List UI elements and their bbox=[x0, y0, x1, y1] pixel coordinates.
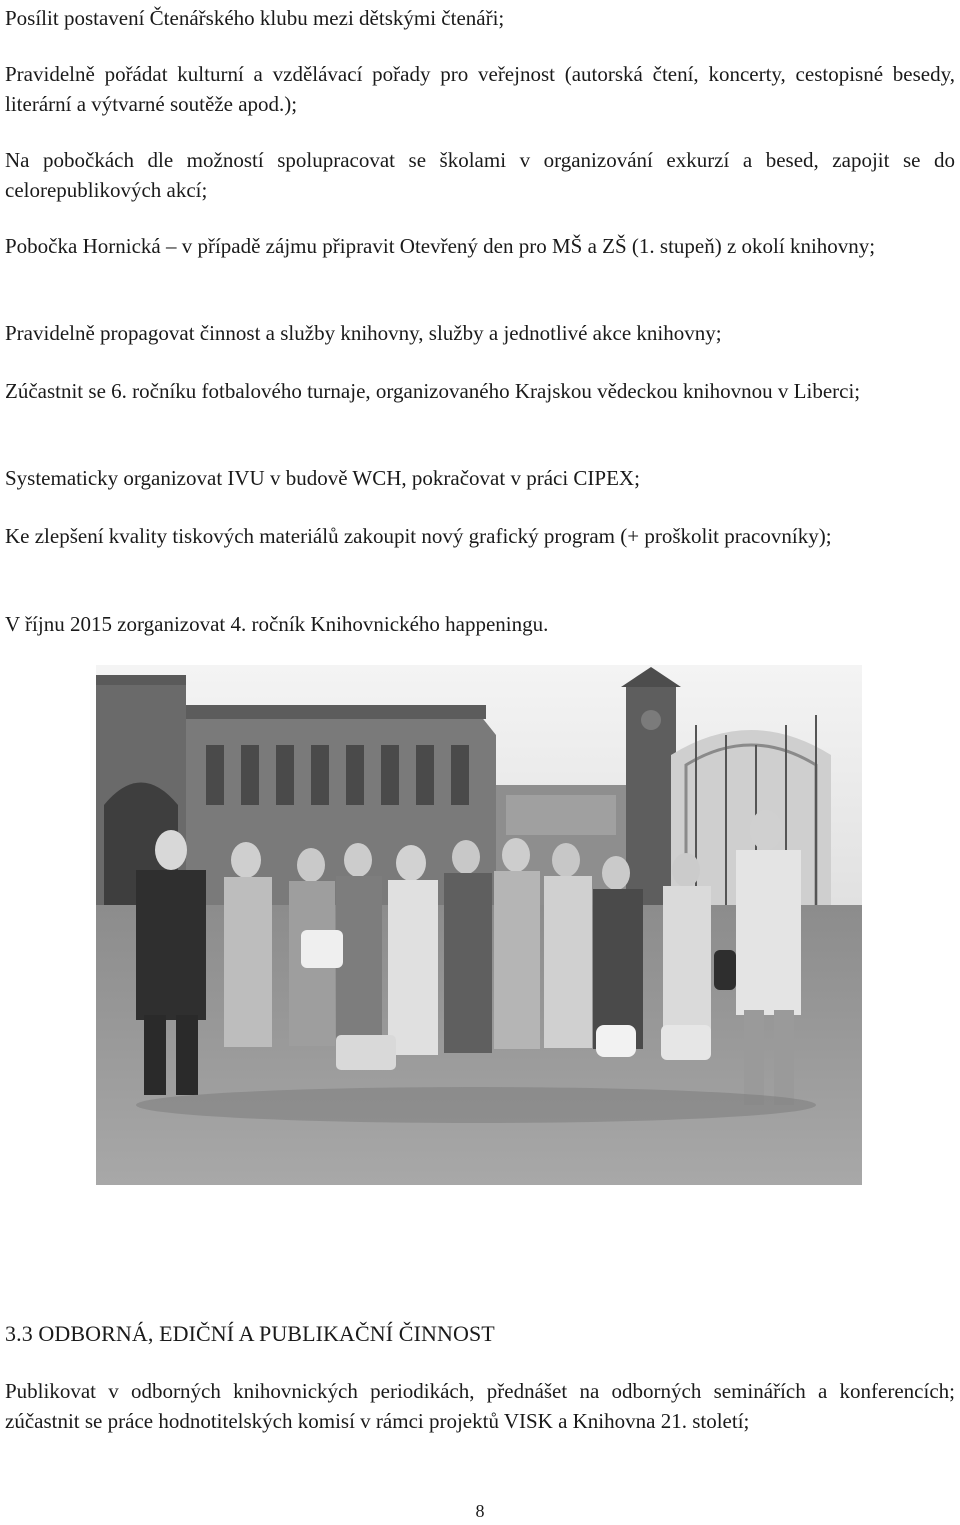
paragraph-happening: V říjnu 2015 zorganizovat 4. ročník Knihovnického happeningu. bbox=[5, 612, 549, 636]
paragraph-professional-activity: Publikovat v odborných knihovnických periodikách, přednášet na odborných seminářích a konferencích; zúčastnit se práce hodnotitelských komisí v rámci projektů VISK a Knihovna 21. století; bbox=[5, 1379, 955, 1433]
paragraph-graphic-program: Ke zlepšení kvality tiskových materiálů zakoupit nový grafický program (+ proškolit pracovníky); bbox=[5, 524, 832, 548]
paragraph-promotion: Pravidelně propagovat činnost a služby knihovny, služby a jednotlivé akce knihovny; bbox=[5, 321, 722, 345]
historical-group-photo bbox=[96, 665, 862, 1185]
paragraph-schools-cooperation: Na pobočkách dle možností spolupracovat se školami v organizování exkurzí a besed, zapojit se do celorepublikových akcí; bbox=[5, 148, 955, 202]
section-heading: 3.3 ODBORNÁ, EDIČNÍ A PUBLIKAČNÍ ČINNOST bbox=[5, 1321, 495, 1346]
paragraph-football-tournament: Zúčastnit se 6. ročníku fotbalového turnaje, organizovaného Krajskou vědeckou knihovnou v Liberci; bbox=[5, 379, 861, 403]
paragraph-ivu-cipex: Systematicky organizovat IVU v budově WCH, pokračovat v práci CIPEX; bbox=[5, 466, 640, 490]
group-photo-illustration bbox=[96, 665, 862, 1185]
paragraph-reading-club: Posílit postavení Čtenářského klubu mezi dětskými čtenáři; bbox=[5, 6, 505, 30]
page-number: 8 bbox=[475, 1501, 485, 1521]
paragraph-open-day: Pobočka Hornická – v případě zájmu připravit Otevřený den pro MŠ a ZŠ (1. stupeň) z okolí knihovny; bbox=[5, 234, 876, 258]
paragraph-cultural-events: Pravidelně pořádat kulturní a vzdělávací pořady pro veřejnost (autorská čtení, koncerty, cestopisné besedy, literární a výtvarné soutěže apod.); bbox=[5, 62, 955, 116]
